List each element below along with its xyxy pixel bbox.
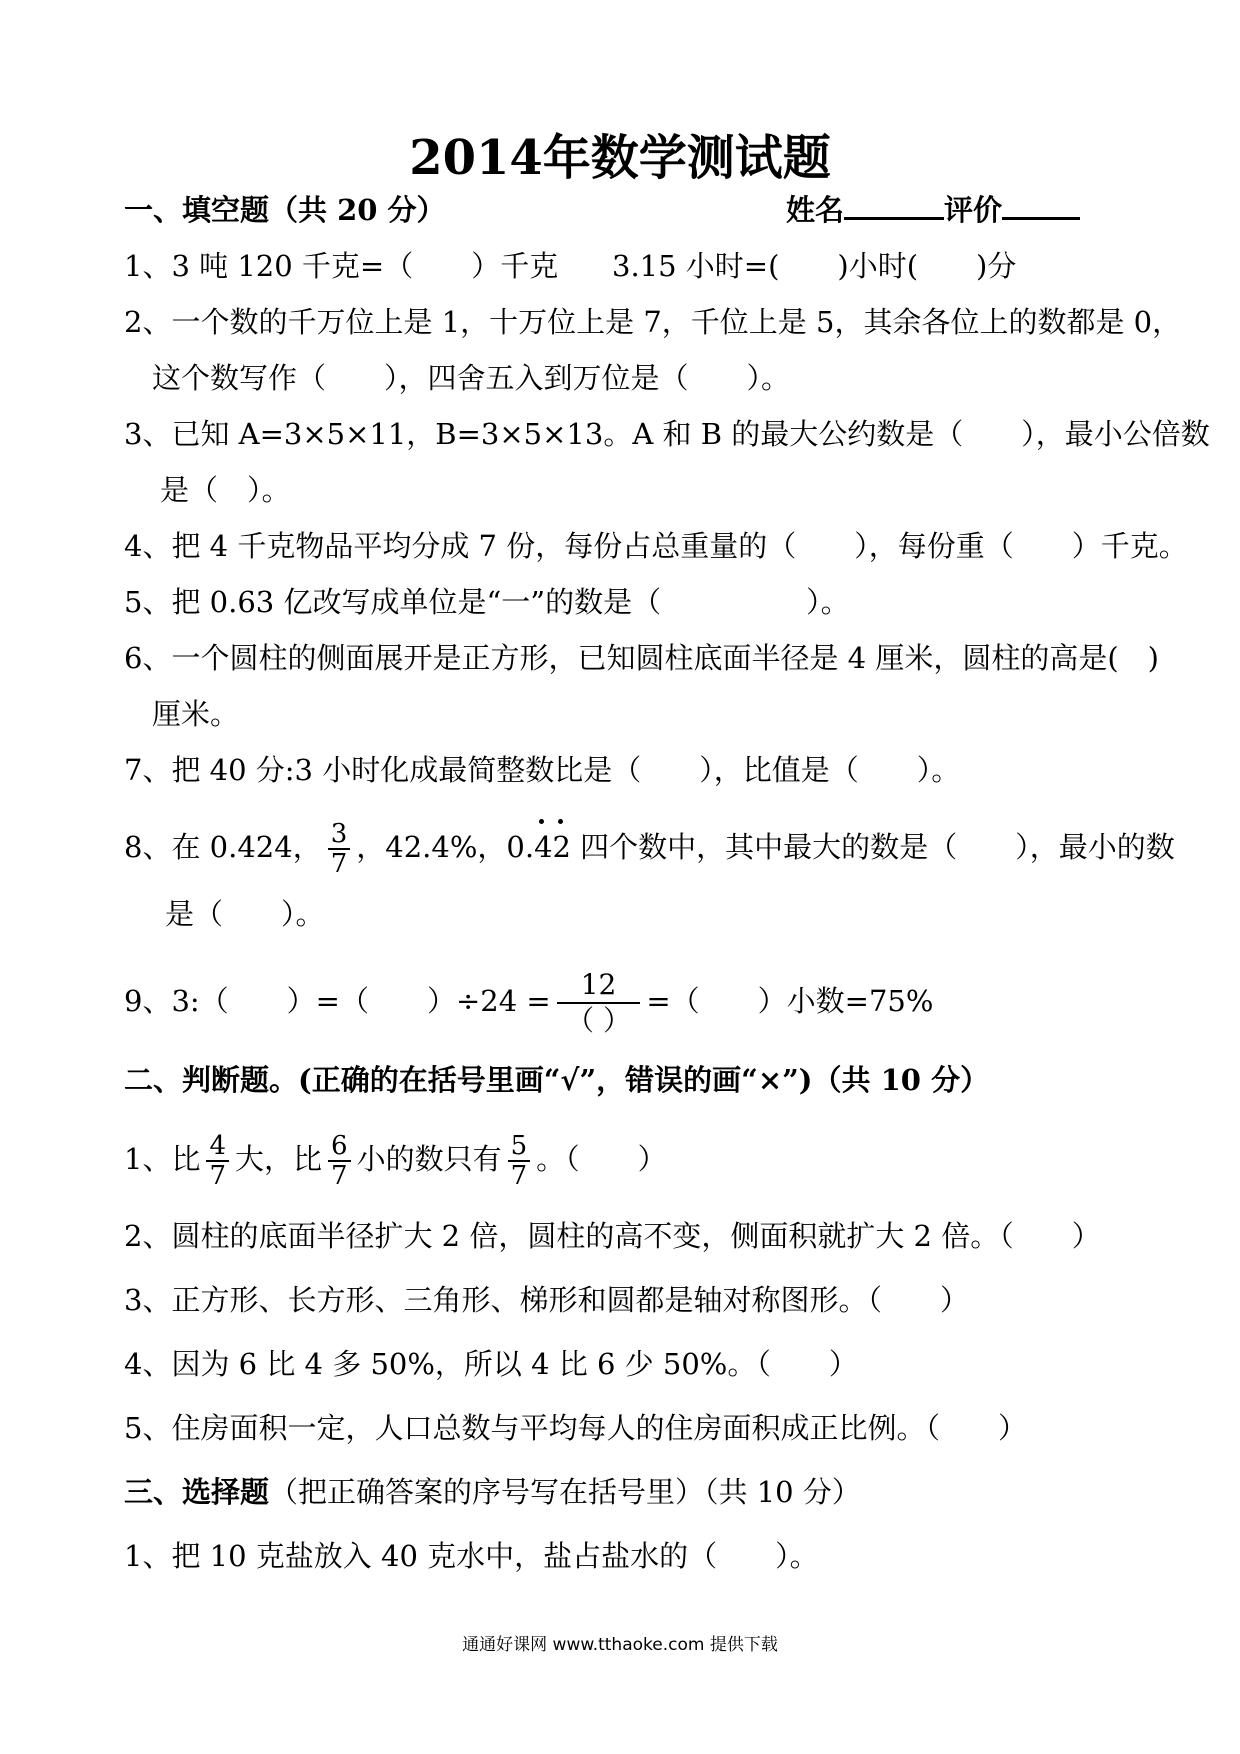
section1-heading: 一、填空题（共 20 分）	[124, 193, 446, 227]
s1-q9-prefix: 9、3:（ ）=（ ）÷24 =	[124, 984, 551, 1018]
s2-question-4: 4、因为 6 比 4 多 50%，所以 4 比 6 少 50%。（ ）	[124, 1347, 858, 1381]
fraction-12-over-blank	[557, 968, 641, 1038]
name-blank[interactable]	[844, 193, 944, 220]
fraction-denominator: 7	[209, 1161, 226, 1191]
fraction-numerator: 5	[508, 1132, 531, 1162]
s1-question-5: 5、把 0.63 亿改写成单位是“一”的数是（ ）。	[124, 585, 850, 619]
fraction-5-7	[508, 1132, 531, 1190]
fraction-4-7	[206, 1132, 229, 1190]
s2-q1-text-b: 大，比	[235, 1142, 323, 1176]
repeating-decimal	[506, 830, 571, 864]
s1-question-3-line2: 是（ ）。	[160, 473, 291, 507]
s1-question-1	[124, 246, 558, 286]
fraction-numerator: 3	[328, 820, 351, 850]
fraction-denominator: 7	[510, 1161, 528, 1191]
name-label: 姓名	[786, 193, 845, 227]
s3-question-1: 1、把 10 克盐放入 40 克水中，盐占盐水的（ ）。	[124, 1539, 819, 1573]
repeating-decimal-int: 0.	[506, 830, 535, 864]
s1-question-8-line1	[124, 820, 1175, 878]
name-eval-fields	[786, 190, 1080, 230]
s1-question-6-line1: 6、一个圆柱的侧面展开是正方形，已知圆柱底面半径是 4 厘米，圆柱的高是( )	[124, 641, 1159, 675]
page-footer: 通通好课网 www.tthaoke.com 提供下载	[462, 1635, 778, 1655]
fraction-numerator: 12	[557, 968, 641, 1004]
s1-q8-middle: ，42.4%，	[356, 830, 507, 864]
fraction-6-7	[328, 1132, 351, 1190]
s1-question-3-line1: 3、已知 A=3×5×11，B=3×5×13。A 和 B 的最大公约数是（ ），最小公倍数	[124, 417, 1210, 451]
s2-question-2: 2、圆柱的底面半径扩大 2 倍，圆柱的高不变，侧面积就扩大 2 倍。（ ）	[124, 1219, 1101, 1253]
s1-q8-suffix: 四个数中，其中最大的数是（ ），最小的数	[570, 830, 1175, 864]
s1-q1-part-a: 1、3 吨 120 千克=（ ）千克	[124, 249, 559, 283]
fraction-3-7	[328, 820, 351, 878]
repeat-dot-icon	[558, 819, 563, 824]
page-title: 2014年数学测试题	[409, 130, 831, 186]
eval-label: 评价	[944, 193, 1003, 227]
s2-q1-text-c: 小的数只有	[356, 1142, 502, 1176]
s2-q1-text-a: 1、比	[124, 1142, 201, 1176]
repeating-digit-1-text: 4	[534, 830, 553, 864]
fraction-denominator: （ ）	[566, 1004, 631, 1037]
s1-question-2-line1: 2、一个数的千万位上是 1，十万位上是 7，千位上是 5，其余各位上的数都是 0，	[124, 305, 1182, 339]
repeating-digit-2	[553, 827, 571, 867]
s1-q8-prefix: 8、在 0.424，	[124, 830, 322, 864]
s2-question-1	[124, 1132, 667, 1190]
eval-blank[interactable]	[1002, 193, 1080, 220]
s1-question-2-line2: 这个数写作（ ），四舍五入到万位是（ ）。	[152, 361, 791, 395]
s2-question-3: 3、正方形、长方形、三角形、梯形和圆都是轴对称图形。（ ）	[124, 1283, 969, 1317]
s1-question-7: 7、把 40 分:3 小时化成最简整数比是（ ），比值是（ ）。	[124, 753, 961, 787]
fraction-denominator: 7	[331, 1161, 348, 1191]
s2-q1-text-d: 。（ ）	[536, 1142, 667, 1176]
repeating-digit-2-text: 2	[552, 830, 571, 864]
section3-heading-bold: 三、选择题	[124, 1475, 270, 1509]
repeating-digit-1	[534, 827, 552, 867]
section2-heading: 二、判断题。(正确的在括号里画“√”，错误的画“×”)（共 10 分）	[124, 1063, 990, 1097]
section3-heading	[124, 1472, 861, 1512]
s1-question-6-line2: 厘米。	[152, 697, 240, 731]
section3-heading-rest: （把正确答案的序号写在括号里）（共 10 分）	[269, 1475, 861, 1509]
s1-question-4: 4、把 4 千克物品平均分成 7 份，每份占总重量的（ ），每份重（ ）千克。	[124, 529, 1188, 563]
fraction-numerator: 6	[328, 1132, 351, 1162]
s1-question-8-line2: 是（ ）。	[165, 897, 325, 931]
fraction-numerator: 4	[206, 1132, 229, 1162]
s1-q1-part-b: 3.15 小时=( )小时( )分	[612, 249, 1017, 283]
s1-q9-suffix: =（ ）小数=75%	[646, 984, 934, 1018]
repeat-dot-icon	[539, 819, 544, 824]
s1-question-1b	[612, 246, 1016, 286]
s1-question-9	[124, 968, 933, 1038]
s2-question-5: 5、住房面积一定，人口总数与平均每人的住房面积成正比例。（ ）	[124, 1411, 1027, 1445]
fraction-denominator: 7	[330, 849, 348, 879]
